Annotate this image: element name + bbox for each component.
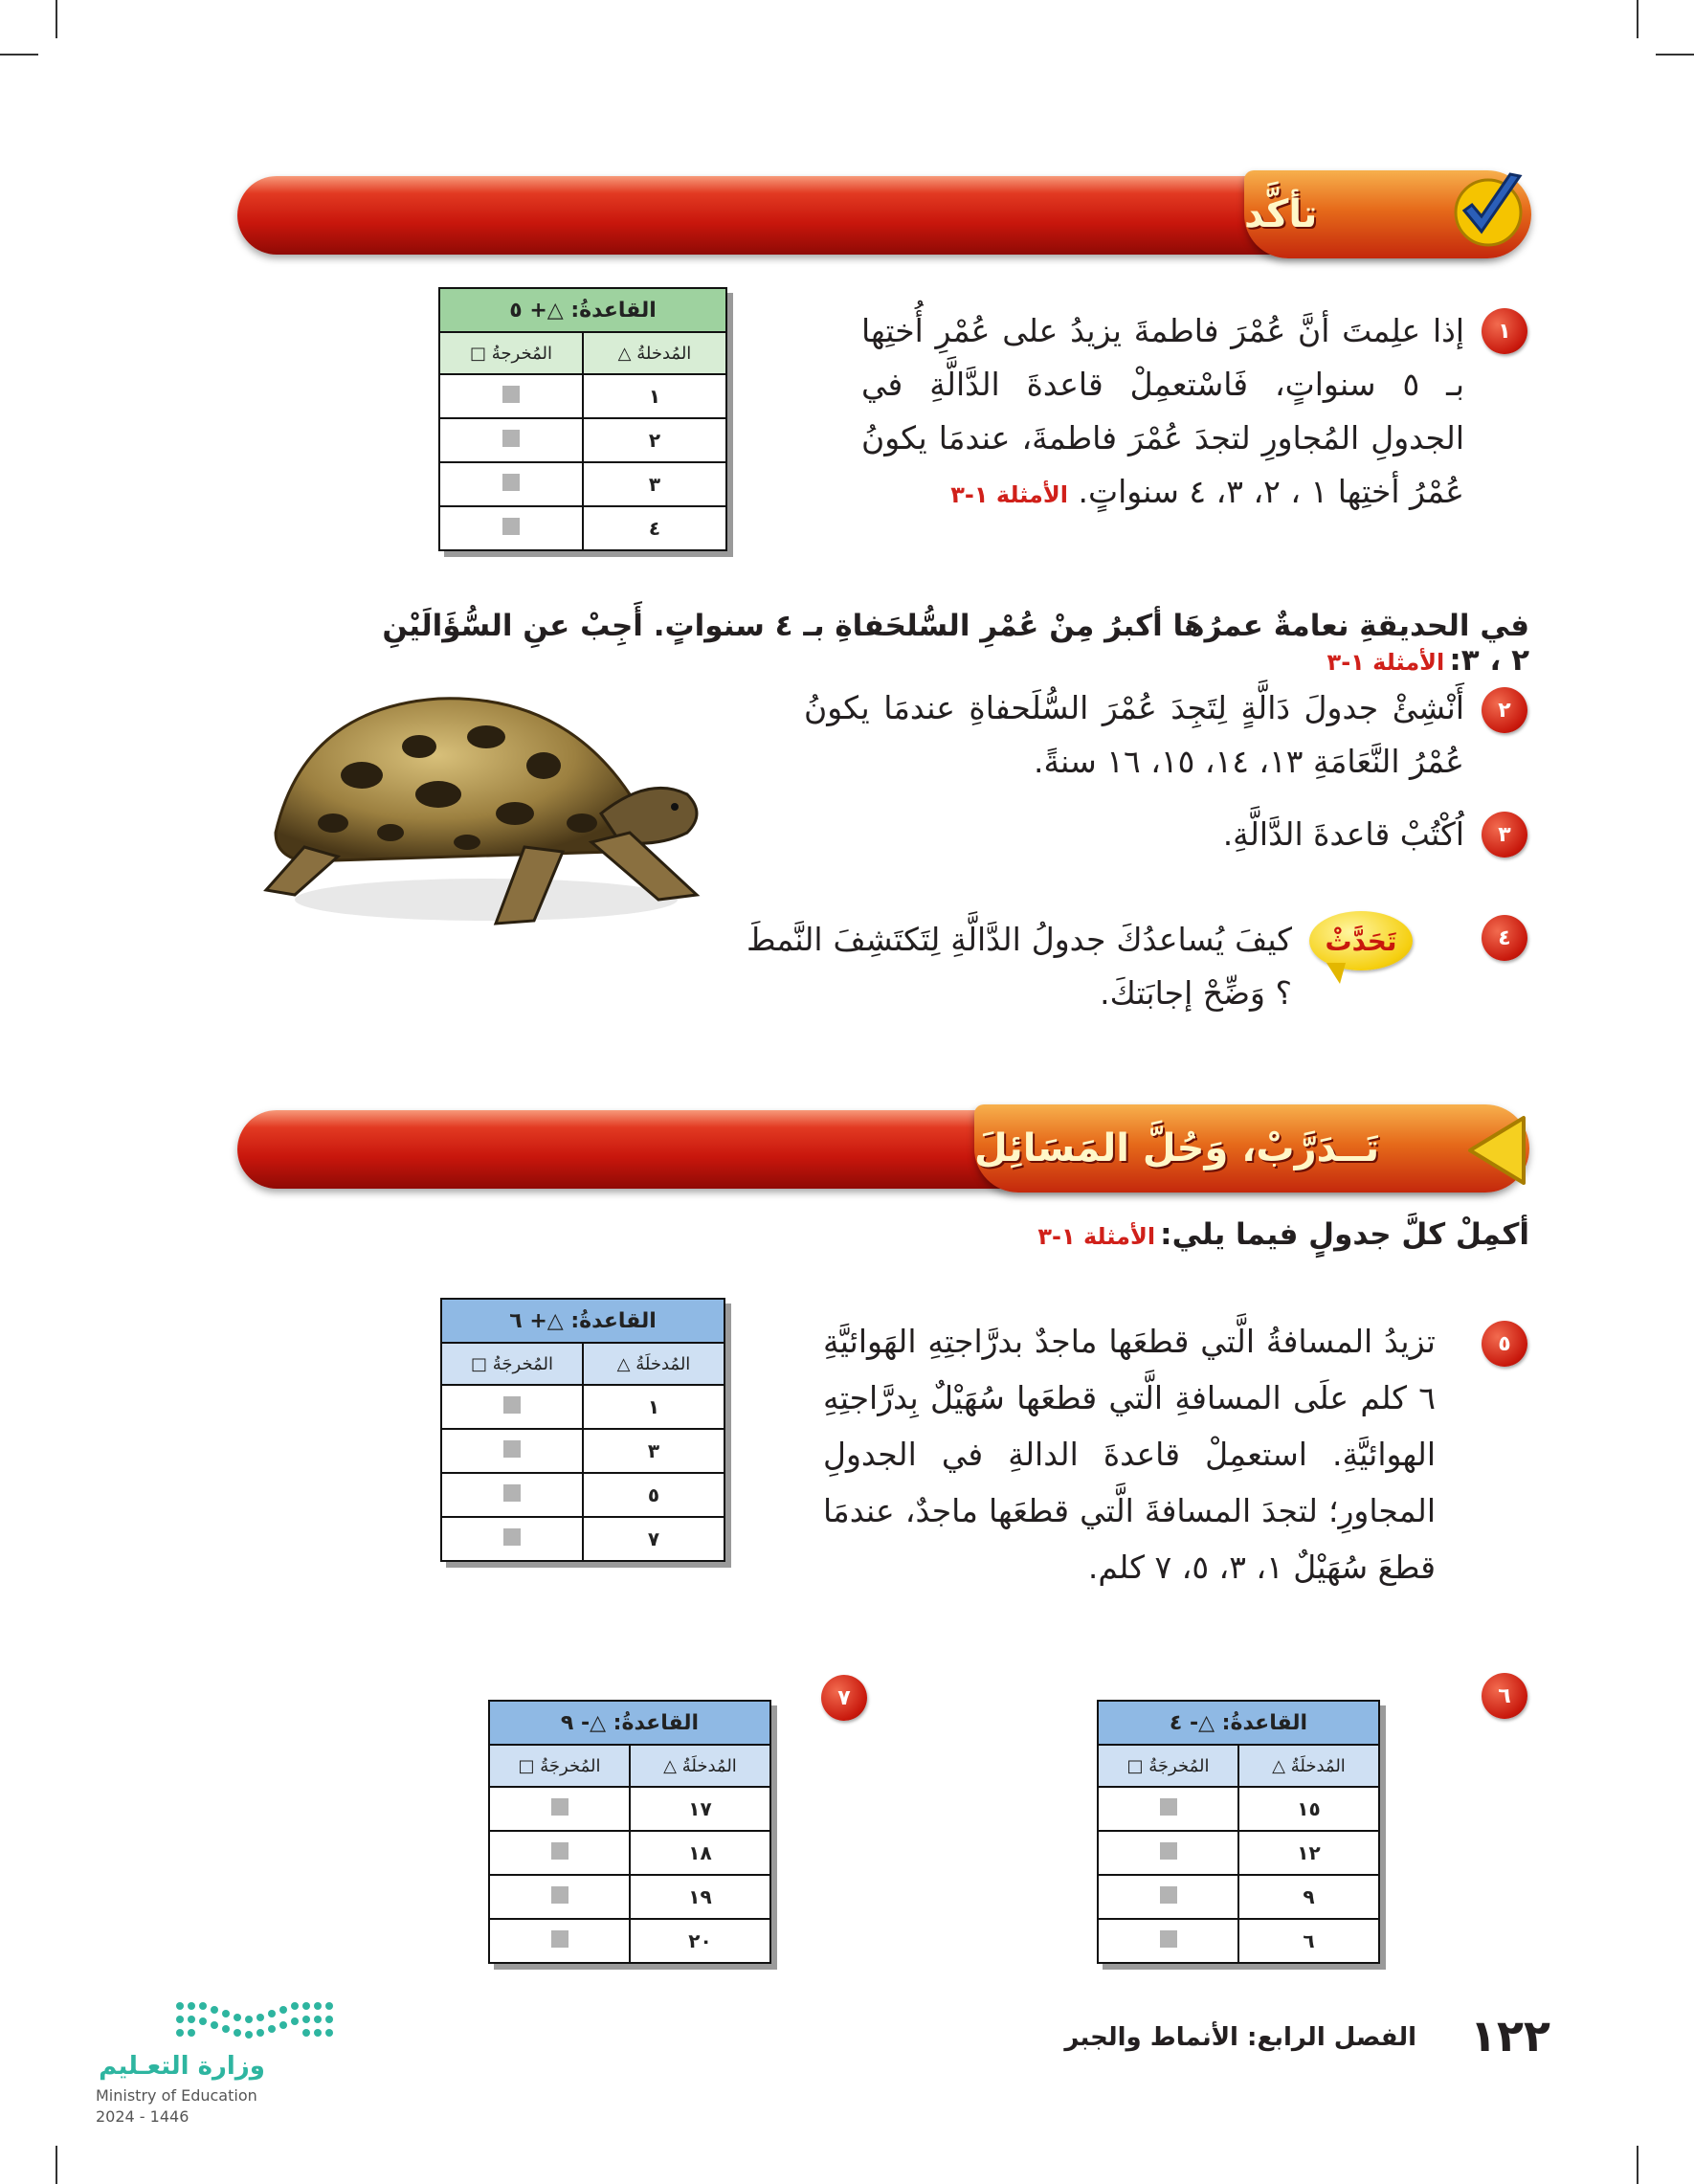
instruction-line <box>861 1217 1529 1252</box>
question-number: ٧ <box>821 1675 867 1721</box>
intro-text: في الحديقةِ نعامةٌ عمرُهَا أكبرُ مِنْ عُمْرِ السُّلحَفاةِ بـ ٤ سنواتٍ. أَجِبْ عنِ السُّؤَالَيْنِ ٢ ، ٣: <box>382 609 1529 678</box>
input-header: المُدخلَةُ △ <box>1238 1745 1379 1787</box>
input-cell: ١٩ <box>630 1875 770 1919</box>
chapter-title: الأنماط والجبر <box>1064 2023 1238 2052</box>
input-header: المُدخلَةُ △ <box>630 1745 770 1787</box>
checkmark-icon <box>1447 168 1529 251</box>
input-cell: ٥ <box>583 1473 724 1517</box>
examples-ref: الأمثلة ١-٣ <box>1326 649 1445 676</box>
input-cell: ١٧ <box>630 1787 770 1831</box>
output-cell-blank[interactable] <box>489 1875 630 1919</box>
input-cell: ٩ <box>1238 1875 1379 1919</box>
output-cell-blank[interactable] <box>489 1919 630 1963</box>
table-rule: القاعدةُ: △- ٤ <box>1098 1701 1379 1745</box>
output-cell-blank[interactable] <box>439 462 583 506</box>
function-table-q7 <box>488 1700 771 1964</box>
page-number: ١٢٢ <box>1469 2010 1550 2061</box>
question-number: ٢ <box>1482 687 1527 733</box>
input-cell: ٣ <box>583 1429 724 1473</box>
examples-ref: الأمثلة ١-٣ <box>950 481 1069 508</box>
question-1-text <box>861 304 1464 522</box>
ministry-logo-icon <box>170 1996 343 2052</box>
output-cell-blank[interactable] <box>1098 1787 1238 1831</box>
function-table-q5 <box>440 1298 725 1562</box>
input-cell: ٣ <box>583 462 726 506</box>
crop-mark <box>0 54 38 56</box>
question-number: ٦ <box>1482 1673 1527 1719</box>
talk-bubble-label: تَحَدَّثْ <box>1325 925 1397 957</box>
output-header: المُخرجَةُ □ <box>441 1343 583 1385</box>
output-cell-blank[interactable] <box>489 1831 630 1875</box>
section-title-text: تَــدَرَّبْ، وَحُلَّ المَسَائِلَ <box>974 1126 1380 1170</box>
table-rule: القاعدةُ: △+ ٦ <box>441 1299 724 1343</box>
crop-mark <box>56 2146 57 2184</box>
question-3-text: اُكْتُبْ قاعدةَ الدَّالَّةِ. <box>1222 815 1464 853</box>
input-cell: ٦ <box>1238 1919 1379 1963</box>
output-cell-blank[interactable] <box>1098 1919 1238 1963</box>
output-header: المُخرجَةُ □ <box>1098 1745 1238 1787</box>
question-number: ٥ <box>1482 1321 1527 1367</box>
input-header: المُدخلةُ △ <box>583 332 726 374</box>
tortoise-illustration <box>247 670 725 938</box>
output-cell-blank[interactable] <box>441 1429 583 1473</box>
question-2-text: أَنْشِئْ جدولَ دَالَّةٍ لِتَجِدَ عُمْرَ السُّلَحفاةِ عندمَا يكونُ عُمْرُ النَّعَامَةِ ١٣، ١٤، ١٥، ١٦ سنةً. <box>804 689 1464 780</box>
input-cell: ١ <box>583 1385 724 1429</box>
input-cell: ٧ <box>583 1517 724 1561</box>
output-cell-blank[interactable] <box>441 1385 583 1429</box>
section-title-text: تأكَّد <box>1244 192 1318 236</box>
section-title-practice <box>974 1104 1529 1192</box>
table-rule: القاعدةُ: △+ ٥ <box>439 288 726 332</box>
output-header: المُخرجَةُ □ <box>489 1745 630 1787</box>
examples-ref: الأمثلة ١-٣ <box>1037 1223 1156 1250</box>
output-cell-blank[interactable] <box>439 506 583 550</box>
question-number: ٣ <box>1482 812 1527 858</box>
question-text: إذا علِمتَ أنَّ عُمْرَ فاطمةَ يزيدُ على عُمْرِ أُختِها بـ ٥ سنواتٍ، فَاسْتعمِلْ قاعدةَ الدَّالَّةِ في الجدولِ المُجاورِ لتجدَ عُمْرَ فاطمةَ، عندمَا يكونُ عُمْرُ أختِها ١ ، ٢، ٣، ٤ سنواتٍ. <box>861 312 1464 510</box>
function-table-q1 <box>438 287 727 551</box>
output-cell-blank[interactable] <box>439 374 583 418</box>
talk-bubble <box>1309 911 1413 970</box>
input-cell: ٢ <box>583 418 726 462</box>
input-cell: ١ <box>583 374 726 418</box>
crop-mark <box>56 0 57 38</box>
ministry-name-en: Ministry of Education <box>96 2086 257 2105</box>
output-cell-blank[interactable] <box>441 1517 583 1561</box>
chapter-footer <box>957 2023 1416 2052</box>
output-cell-blank[interactable] <box>1098 1831 1238 1875</box>
input-header: المُدخلَةُ △ <box>583 1343 724 1385</box>
chapter-label: الفصل الرابع: <box>1247 2023 1416 2052</box>
output-cell-blank[interactable] <box>439 418 583 462</box>
question-4-text: كيفَ يُساعدُكَ جدولُ الدَّالَّةِ لِتَكتَشِفَ النَّمطَ ؟ وَضِّحْ إجابَتكَ. <box>747 921 1292 1012</box>
crop-mark <box>1656 54 1694 56</box>
crop-mark <box>1637 0 1638 38</box>
function-table-q6 <box>1097 1700 1380 1964</box>
input-cell: ٢٠ <box>630 1919 770 1963</box>
ministry-name-ar: وزارة التعـليم <box>99 2052 265 2081</box>
output-cell-blank[interactable] <box>441 1473 583 1517</box>
question-number: ١ <box>1482 308 1527 354</box>
output-header: المُخرجةُ □ <box>439 332 583 374</box>
crop-mark <box>1637 2146 1638 2184</box>
edition-year: 2024 - 1446 <box>96 2107 189 2126</box>
triangle-icon <box>1464 1112 1531 1189</box>
instruction-text: أكمِلْ كلَّ جدولٍ فيما يلي: <box>1160 1217 1529 1252</box>
input-cell: ١٥ <box>1238 1787 1379 1831</box>
input-cell: ١٢ <box>1238 1831 1379 1875</box>
intro-line <box>364 609 1529 678</box>
output-cell-blank[interactable] <box>1098 1875 1238 1919</box>
input-cell: ١٨ <box>630 1831 770 1875</box>
question-number: ٤ <box>1482 915 1527 961</box>
table-rule: القاعدةُ: △- ٩ <box>489 1701 770 1745</box>
input-cell: ٤ <box>583 506 726 550</box>
output-cell-blank[interactable] <box>489 1787 630 1831</box>
talk-bubble-tail <box>1326 963 1346 984</box>
question-5-text: تزيدُ المسافةُ الَّتي قطعَها ماجدٌ بدرَّاجتِهِ الهَوائيَّةِ ٦ كلم علَى المسافةِ الَّتي قطعَها سُهَيْلٌ بِدرَّاجتِهِ الهوائيَّةِ. استعمِلْ قاعدةَ الدالةِ في الجدولِ المجاورِ؛ لتجدَ المسافةَ الَّتي قطعَها ماجدٌ، عندمَا قطعَ سُهَيْلٌ ١، ٣، ٥، ٧ كلم. <box>823 1323 1436 1586</box>
